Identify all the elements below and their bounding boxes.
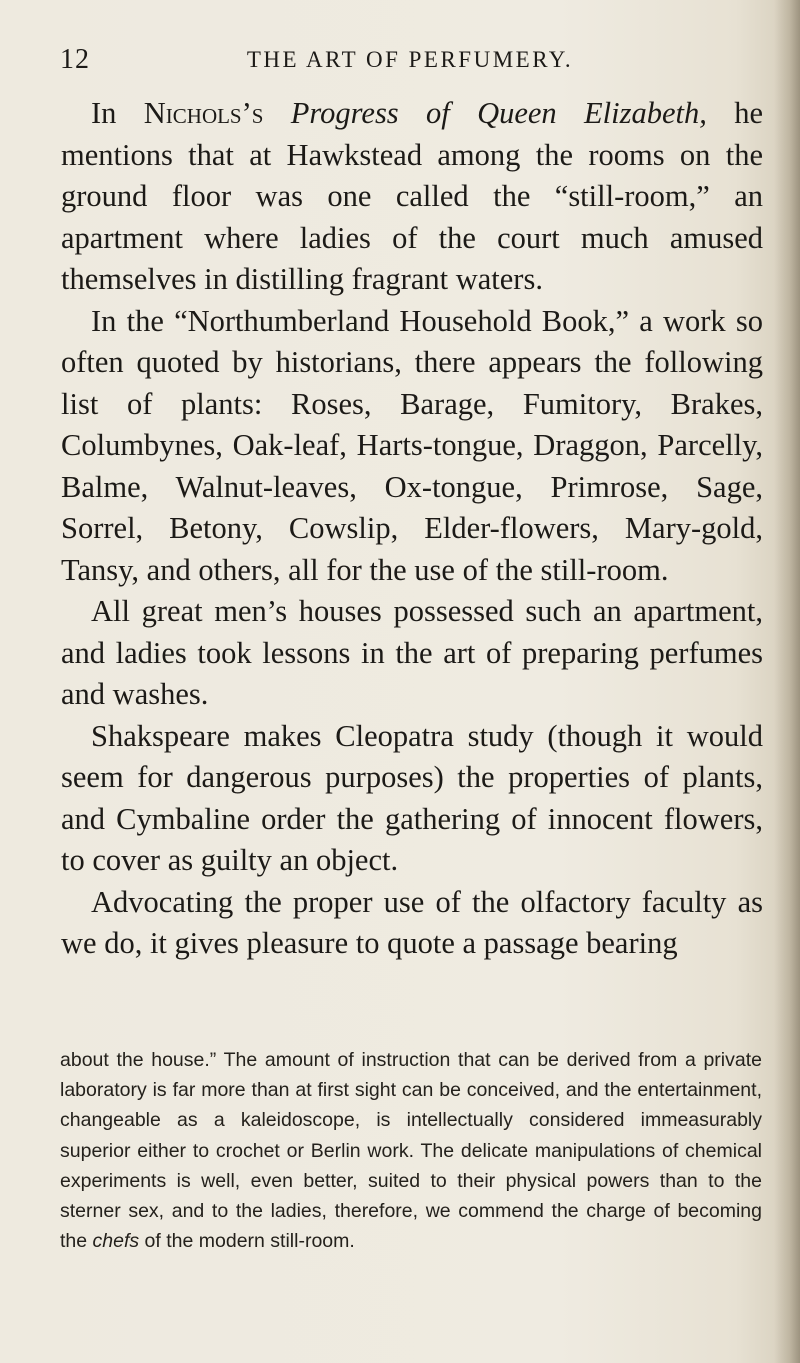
running-title: THE ART OF PERFUMERY. <box>246 47 574 72</box>
paragraph-5: Advocating the proper use of the olfactory faculty as we do, it gives pleasure to quote a passage bearing <box>61 884 763 960</box>
paragraph-1-rest: he mentions that at Hawkstead among the rooms on the ground floor was one called the “still-room,” an apartment where ladies of the court much amused themselves in distilling fragrant waters. <box>61 96 763 296</box>
paragraph-4: Shakspeare makes Cleopatra study (though it would seem for dangerous purposes) the properties of plants, and Cymbaline order the gathering of innocent flowers, to cover as guilty an object. <box>61 718 763 877</box>
paragraph-1 <box>61 93 763 301</box>
footnote-italic-word: chefs <box>92 1230 140 1253</box>
paragraph-1-lead-in: In <box>91 96 144 130</box>
paragraph-2: In the “Northumberland Household Book,” a work so often quoted by historians, there appears the following list of plants: Roses, Barage, Fumitory, Brakes, Columbynes, Oak-leaf, Harts-tongue, Draggon, Parcelly, Balme, Walnut-leaves, Ox-tongue, Primrose, Sage, Sorrel, Betony, Cowslip, Elder-flowers, Mary-gold, Tansy, and others, all for the use of the still-room. <box>61 303 763 587</box>
page-header <box>60 44 760 84</box>
title-space <box>263 96 290 130</box>
page-edge-shadow <box>774 0 800 1363</box>
author-name: Nichols’s <box>143 96 264 130</box>
footnote-text <box>60 1045 762 1256</box>
book-title: Progress of Queen Elizabeth, <box>290 96 707 130</box>
page-number: 12 <box>60 44 90 75</box>
main-text <box>61 93 763 965</box>
footnote-text-main: about the house.” The amount of instruction that can be derived from a private laboratory is far more than at first sight can be conceived, and the entertainment, changeable as a kaleidoscope, is intellectually considered immeasurably superior either to crochet or Berlin work. The delicate manipulations of chemical experiments is well, even better, suited to their physical powers than to the sterner sex, and to the ladies, therefore, we commend the charge of becoming the <box>60 1049 762 1253</box>
footnote <box>60 1045 762 1256</box>
paragraph-3: All great men’s houses possessed such an apartment, and ladies took lessons in the art of preparing perfumes and washes. <box>61 594 763 711</box>
footnote-text-end: of the modern still-room. <box>139 1230 355 1253</box>
